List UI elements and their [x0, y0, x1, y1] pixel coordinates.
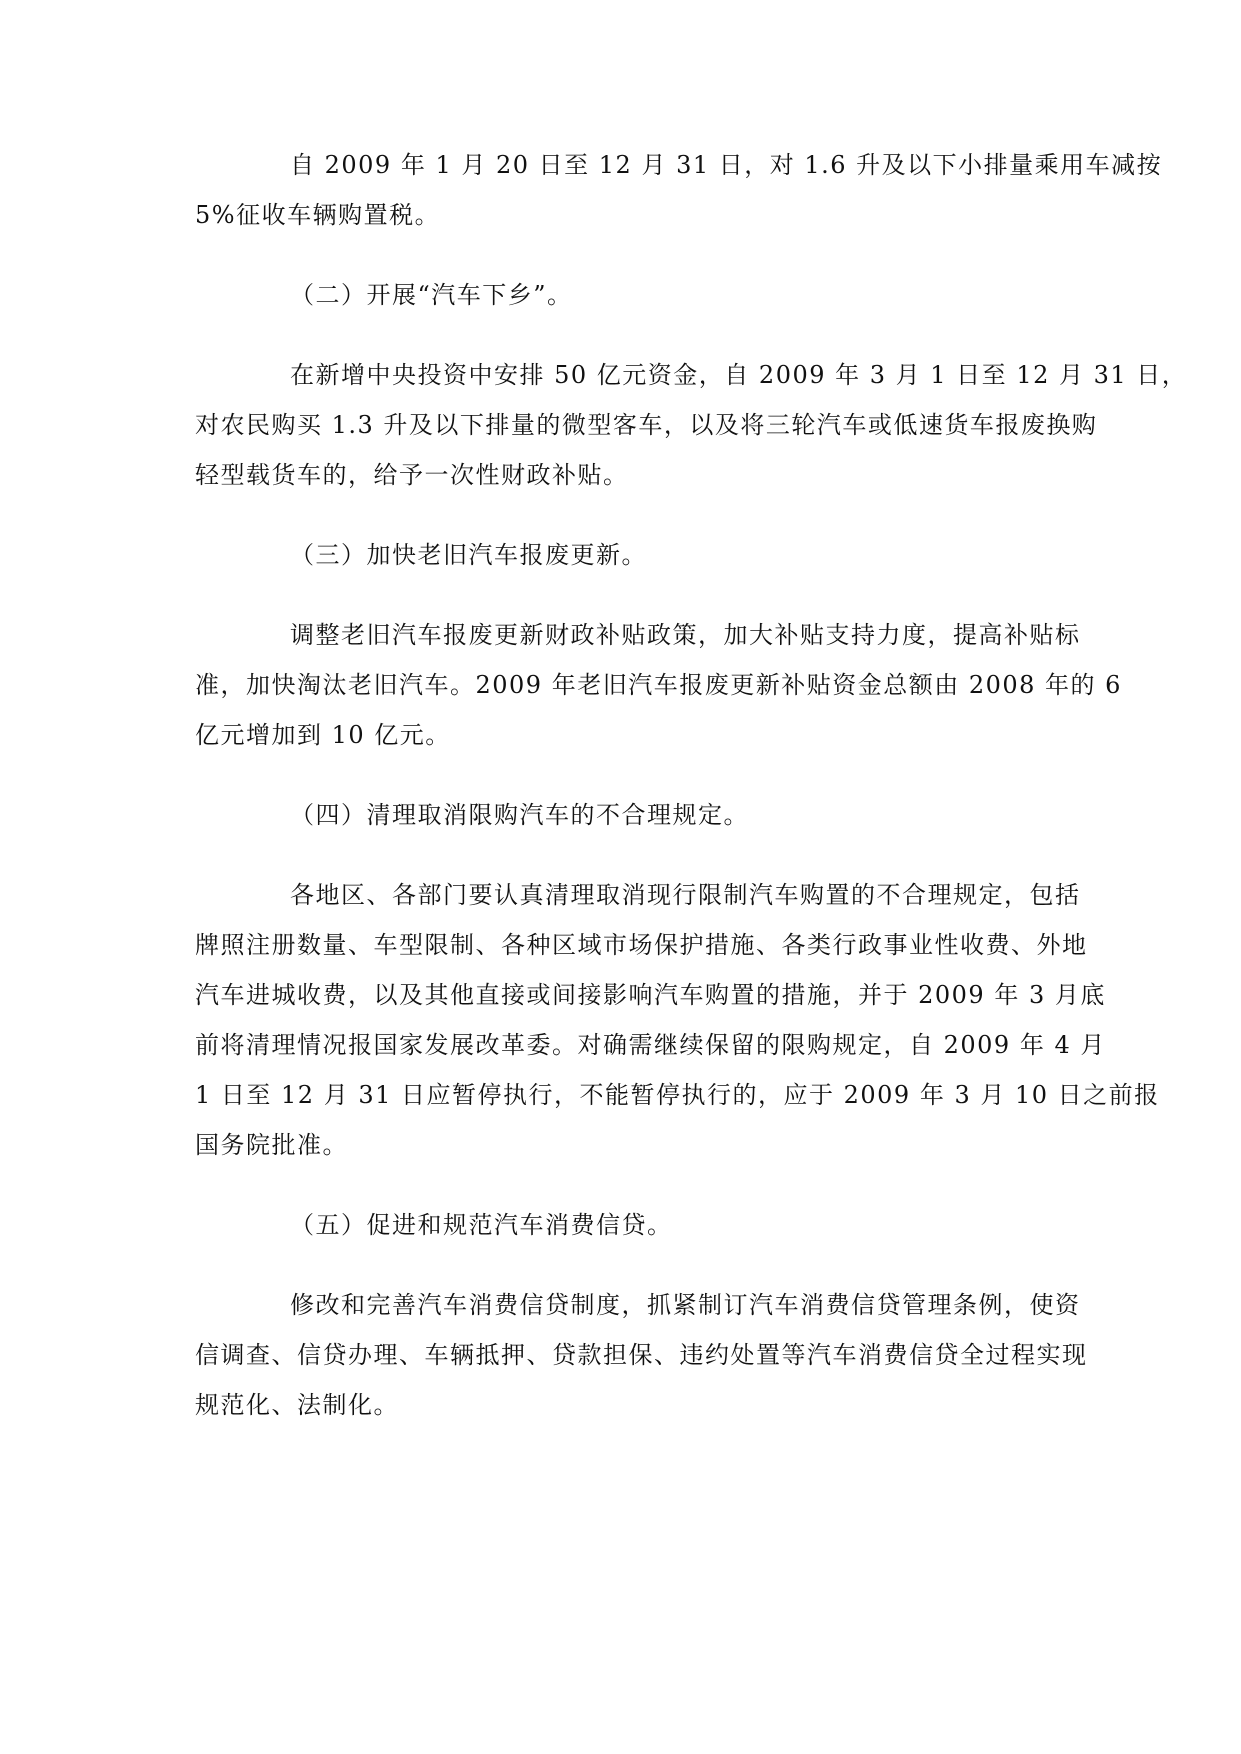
- paragraph-line: 规范化、法制化。: [195, 1391, 399, 1419]
- paragraph-line: 修改和完善汽车消费信贷制度，抓紧制订汽车消费信贷管理条例，使资: [290, 1291, 1081, 1319]
- section-heading: （五）促进和规范汽车消费信贷。: [290, 1211, 673, 1239]
- paragraph-line: 在新增中央投资中安排 50 亿元资金，自 2009 年 3 月 1 日至 12 月 31 日，: [290, 361, 1188, 389]
- paragraph-line: 准，加快淘汰老旧汽车。2009 年老旧汽车报废更新补贴资金总额由 2008 年的 6: [195, 671, 1122, 699]
- paragraph-line: 自 2009 年 1 月 20 日至 12 月 31 日，对 1.6 升及以下小排量乘用车减按: [290, 151, 1163, 179]
- paragraph-line: 国务院批准。: [195, 1131, 348, 1159]
- section-heading: （二）开展“汽车下乡”。: [290, 281, 573, 309]
- paragraph-line: 汽车进城收费，以及其他直接或间接影响汽车购置的措施，并于 2009 年 3 月底: [195, 981, 1106, 1009]
- paragraph-line: 轻型载货车的，给予一次性财政补贴。: [195, 461, 629, 489]
- paragraph-line: 信调查、信贷办理、车辆抵押、贷款担保、违约处置等汽车消费信贷全过程实现: [195, 1341, 1088, 1369]
- paragraph-line: 5%征收车辆购置税。: [195, 201, 441, 229]
- paragraph-line: 各地区、各部门要认真清理取消现行限制汽车购置的不合理规定，包括: [290, 881, 1081, 909]
- paragraph-line: 调整老旧汽车报废更新财政补贴政策，加大补贴支持力度，提高补贴标: [290, 621, 1081, 649]
- section-heading: （四）清理取消限购汽车的不合理规定。: [290, 801, 749, 829]
- paragraph-line: 对农民购买 1.3 升及以下排量的微型客车，以及将三轮汽车或低速货车报废换购: [195, 411, 1098, 439]
- paragraph-line: 牌照注册数量、车型限制、各种区域市场保护措施、各类行政事业性收费、外地: [195, 931, 1088, 959]
- paragraph-line: 1 日至 12 月 31 日应暂停执行，不能暂停执行的，应于 2009 年 3 月 10 日之前报: [195, 1081, 1160, 1109]
- section-heading: （三）加快老旧汽车报废更新。: [290, 541, 647, 569]
- paragraph-line: 前将清理情况报国家发展改革委。对确需继续保留的限购规定，自 2009 年 4 月: [195, 1031, 1106, 1059]
- paragraph-line: 亿元增加到 10 亿元。: [195, 721, 451, 749]
